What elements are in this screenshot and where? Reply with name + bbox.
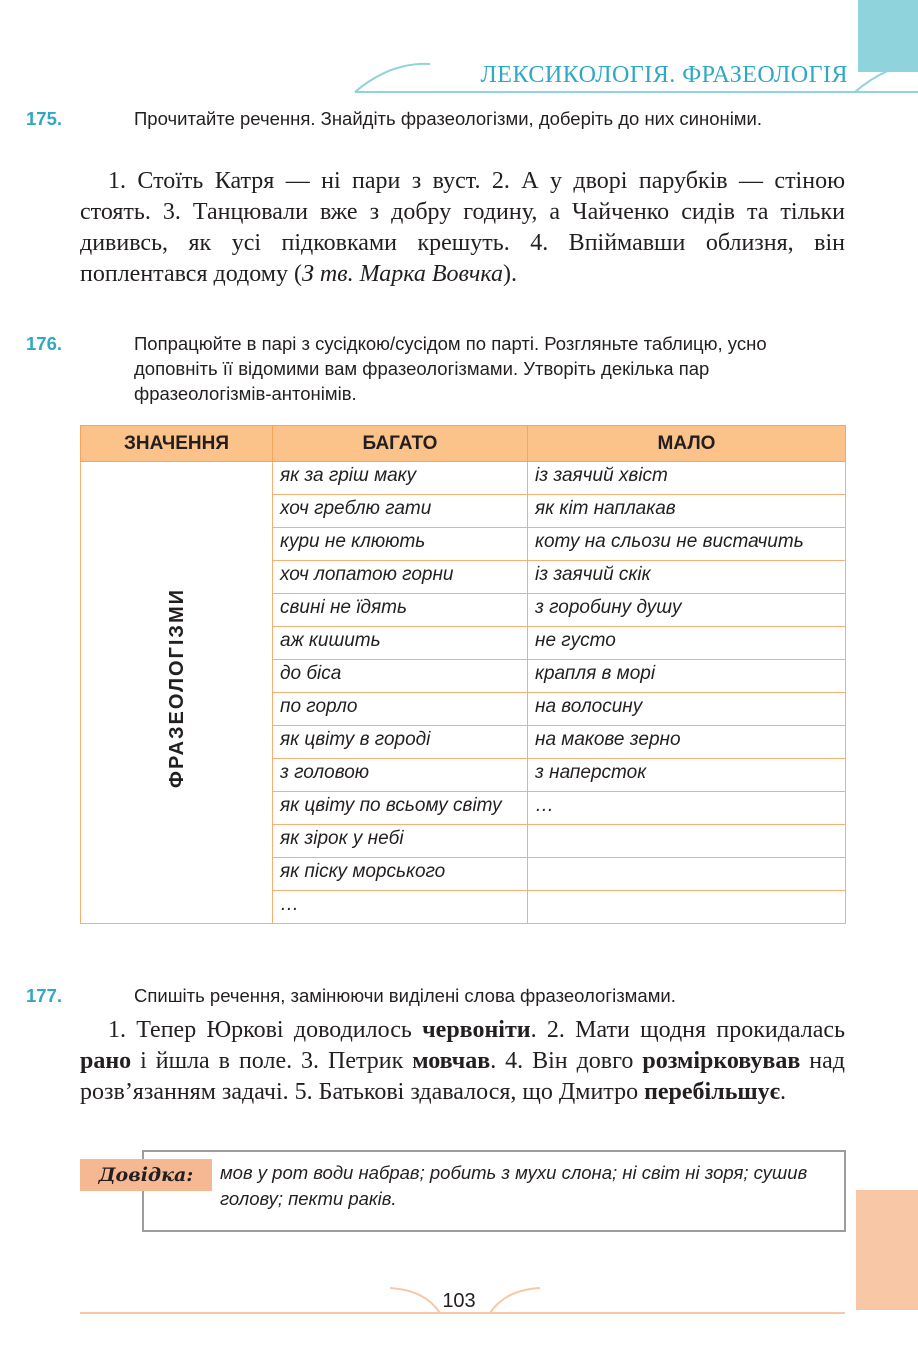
row-label: ФРАЗЕОЛОГІЗМИ: [165, 588, 188, 789]
highlighted-word: розмірковував: [642, 1048, 801, 1074]
header-few: МАЛО: [528, 426, 846, 462]
reference-text: мов у рот води набрав; робить з мухи слона; ні світ ні зоря; сушив голову; пекти раків.: [220, 1162, 808, 1209]
cell-few: з горобину душу: [528, 594, 846, 627]
task-176-instruction: [26, 331, 845, 406]
table-header-row: [81, 426, 846, 462]
cell-few: коту на сльози не вистачить: [528, 528, 846, 561]
sentence-part: над розв’язанням задачі. 5. Батькові здавалося, що Дмитро: [80, 1048, 846, 1105]
cell-few: не густо: [528, 627, 846, 660]
cell-few: …: [528, 792, 846, 825]
header-many: БАГАТО: [273, 426, 528, 462]
cell-few: на макове зерно: [528, 726, 846, 759]
cell-many: свині не їдять: [273, 594, 528, 627]
cell-many: хоч лопатою горни: [273, 561, 528, 594]
cell-many: …: [273, 891, 528, 924]
task-177-text: [80, 1015, 845, 1108]
cell-few: із заячий хвіст: [528, 462, 846, 495]
cell-many: як цвіту по всьому світу: [273, 792, 528, 825]
instruction-text: Спишіть речення, замінюючи виділені слова фразеологізмами.: [134, 985, 676, 1006]
cell-few: як кіт наплакав: [528, 495, 846, 528]
cell-many: як цвіту в городі: [273, 726, 528, 759]
section-title: ЛЕКСИКОЛОГІЯ. ФРАЗЕОЛОГІЯ: [480, 62, 848, 88]
cell-many: хоч греблю гати: [273, 495, 528, 528]
phraseology-table: [80, 425, 846, 924]
sentence-part: 1. Тепер Юркові доводилось: [108, 1017, 423, 1043]
highlighted-word: рано: [80, 1048, 132, 1074]
row-label-cell: [81, 462, 273, 924]
task-number: 175.: [26, 108, 63, 129]
highlighted-word: мовчав: [412, 1048, 491, 1074]
instruction-text: Прочитайте речення. Знайдіть фразеологізми, доберіть до них синоніми.: [134, 108, 762, 129]
task-number: 176.: [26, 333, 63, 354]
cell-many: як зірок у небі: [273, 825, 528, 858]
cell-many: як за гріш маку: [273, 462, 528, 495]
page-number: 103: [442, 1290, 476, 1312]
highlighted-word: перебільшує: [644, 1079, 781, 1105]
cell-few: крапля в морі: [528, 660, 846, 693]
cell-few: з наперсток: [528, 759, 846, 792]
task-175-text: [80, 166, 845, 290]
sentence-part: . 2. Мати щодня прокидалась: [530, 1017, 846, 1043]
cell-many: по горло: [273, 693, 528, 726]
instruction-text: Попрацюйте в парі з сусідкою/сусідом по парті. Розгляньте таблицю, усно доповніть її відомими вам фразеологізмами. Утворіть декілька пар фразеологізмів-антонімів.: [134, 333, 767, 404]
sentence-part: . 4. Він довго: [490, 1048, 643, 1074]
reference-label: Довідка:: [80, 1159, 212, 1191]
table-body: [81, 462, 846, 924]
cell-many: як піску морського: [273, 858, 528, 891]
cell-many: з головою: [273, 759, 528, 792]
task-175-instruction: [26, 106, 845, 131]
sentence-end: .: [780, 1079, 787, 1105]
task-177-instruction: [26, 983, 845, 1008]
cell-many: до біса: [273, 660, 528, 693]
source-citation: З тв. Марка Вовчка: [301, 261, 504, 287]
cell-many: кури не клюють: [273, 528, 528, 561]
sentence-part: і йшла в поле. 3. Петрик: [131, 1048, 413, 1074]
sentences: 1. Стоїть Катря — ні пари з вуст. 2. А у дворі парубків — стіною стоять. 3. Танцювали вже з добру годину, а Чайченко сидів та тільки дививсь, як усі підковками крешуть. 4. Впіймавши облизня, він поплентався додому (: [80, 168, 845, 287]
cell-few: [528, 858, 846, 891]
cell-few: на волосину: [528, 693, 846, 726]
sentence-end: ).: [503, 261, 518, 287]
task-number: 177.: [26, 985, 63, 1006]
cell-few: [528, 891, 846, 924]
cell-many: аж кишить: [273, 627, 528, 660]
cell-few: [528, 825, 846, 858]
header-meaning: ЗНАЧЕННЯ: [81, 426, 273, 462]
highlighted-word: червоніти: [422, 1017, 531, 1043]
table-row: [81, 462, 846, 495]
cell-few: із заячий скік: [528, 561, 846, 594]
